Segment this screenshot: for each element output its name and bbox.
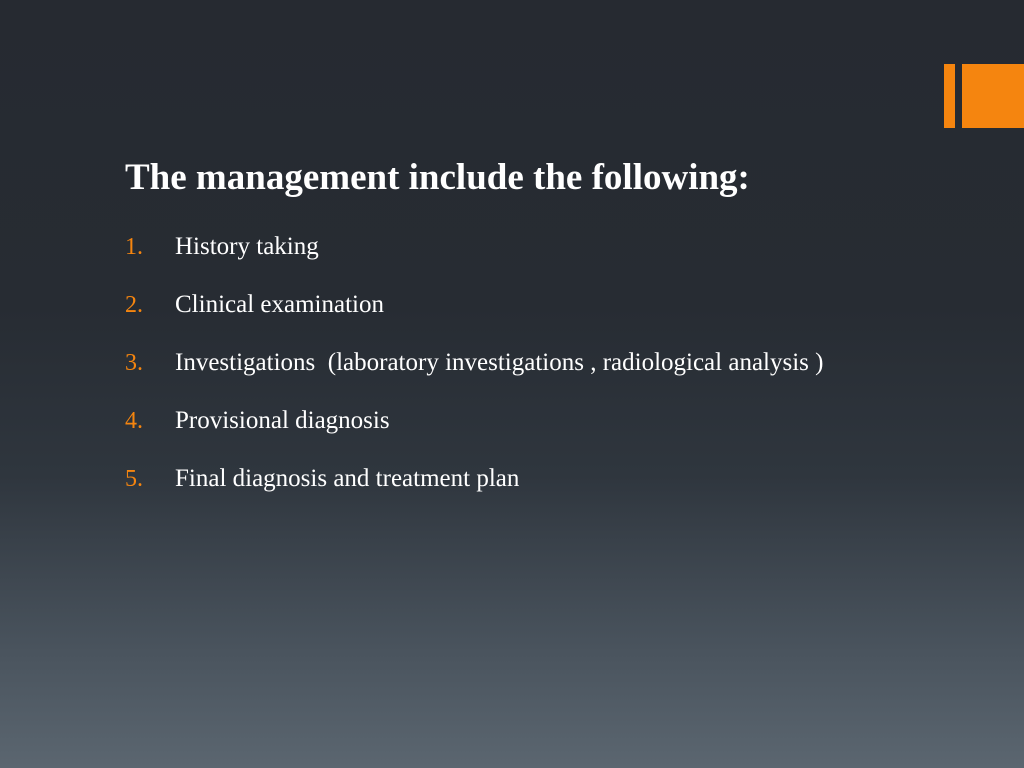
list-item-number: 5. bbox=[125, 466, 143, 492]
management-list bbox=[125, 228, 823, 518]
list-item bbox=[125, 402, 823, 460]
list-item bbox=[125, 228, 823, 286]
list-item-number: 3. bbox=[125, 350, 143, 376]
list-item-text: Clinical examination bbox=[175, 291, 384, 318]
accent-bar-wide bbox=[962, 64, 1024, 128]
list-item-text: Provisional diagnosis bbox=[175, 407, 390, 434]
list-item bbox=[125, 286, 823, 344]
list-item-number: 1. bbox=[125, 234, 143, 260]
list-item-number: 4. bbox=[125, 408, 143, 434]
list-item-text: Final diagnosis and treatment plan bbox=[175, 465, 520, 492]
slide-title: The management include the following: bbox=[125, 157, 750, 198]
list-item bbox=[125, 344, 823, 402]
list-item-number: 2. bbox=[125, 292, 143, 318]
accent-bar-thin bbox=[944, 64, 955, 128]
list-item bbox=[125, 460, 823, 518]
list-item-text: Investigations (laboratory investigations , radiological analysis ) bbox=[175, 349, 824, 376]
list-item-text: History taking bbox=[175, 233, 319, 260]
